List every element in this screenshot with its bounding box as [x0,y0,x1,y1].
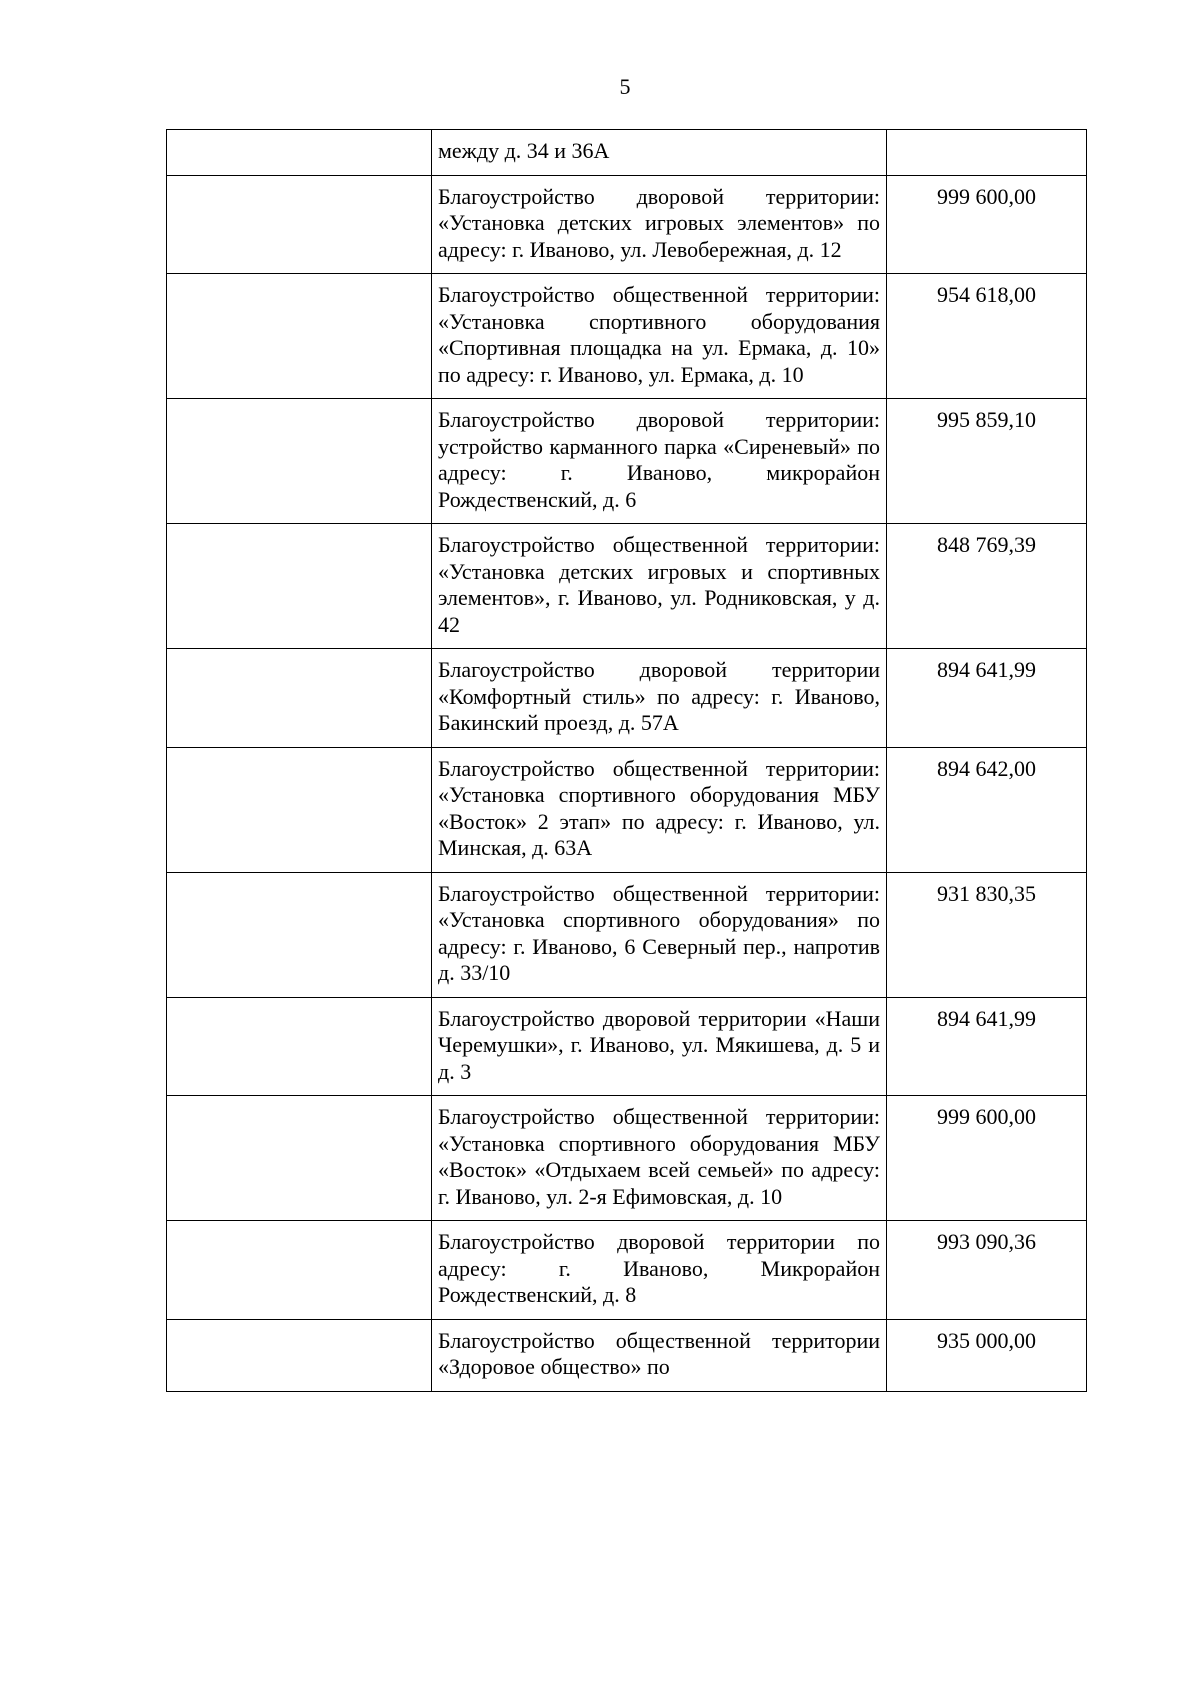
empty-cell [167,1221,432,1320]
projects-table [166,129,1087,1392]
project-amount: 954 618,00 [887,274,1087,399]
project-description: Благоустройство дворовой территории: устройство карманного парка «Сиреневый» по адресу: г. Иваново, микрорайон Рождественский, д. 6 [432,399,887,524]
table-row [167,747,1087,872]
table-row [167,524,1087,649]
empty-cell [167,175,432,274]
table-row [167,1319,1087,1391]
empty-cell [167,399,432,524]
project-description: Благоустройство дворовой территории по адресу: г. Иваново, Микрорайон Рождественский, д. 8 [432,1221,887,1320]
table-row [167,175,1087,274]
project-amount: 894 642,00 [887,747,1087,872]
table-row [167,274,1087,399]
project-description: Благоустройство общественной территории: «Установка спортивного оборудования МБУ «Восток» 2 этап» по адресу: г. Иваново, ул. Минская, д. 63А [432,747,887,872]
project-description: Благоустройство общественной территории: «Установка детских игровых и спортивных элементов», г. Иваново, ул. Родниковская, у д. 42 [432,524,887,649]
table-row [167,130,1087,176]
page-number: 5 [619,74,631,99]
project-amount: 999 600,00 [887,175,1087,274]
table-row [167,997,1087,1096]
project-description: между д. 34 и 36А [432,130,887,176]
project-amount: 995 859,10 [887,399,1087,524]
empty-cell [167,872,432,997]
project-amount [887,130,1087,176]
project-description: Благоустройство дворовой территории: «Установка детских игровых элементов» по адресу: г. Иваново, ул. Левобережная, д. 12 [432,175,887,274]
project-amount: 935 000,00 [887,1319,1087,1391]
empty-cell [167,1096,432,1221]
project-amount: 894 641,99 [887,649,1087,748]
empty-cell [167,747,432,872]
project-description: Благоустройство общественной территории «Здоровое общество» по [432,1319,887,1391]
empty-cell [167,649,432,748]
project-description: Благоустройство общественной территории: «Установка спортивного оборудования «Спортивная площадка на ул. Ермака, д. 10» по адресу: г. Иваново, ул. Ермака, д. 10 [432,274,887,399]
empty-cell [167,1319,432,1391]
project-description: Благоустройство общественной территории: «Установка спортивного оборудования» по адресу: г. Иваново, 6 Северный пер., напротив д. 33/10 [432,872,887,997]
table-row [167,649,1087,748]
empty-cell [167,274,432,399]
empty-cell [167,130,432,176]
empty-cell [167,524,432,649]
project-description: Благоустройство общественной территории: «Установка спортивного оборудования МБУ «Восток» «Отдыхаем всей семьей» по адресу: г. Иваново, ул. 2-я Ефимовская, д. 10 [432,1096,887,1221]
table-row [167,1096,1087,1221]
project-amount: 931 830,35 [887,872,1087,997]
project-amount: 999 600,00 [887,1096,1087,1221]
project-amount: 848 769,39 [887,524,1087,649]
project-description: Благоустройство дворовой территории «Комфортный стиль» по адресу: г. Иваново, Бакинский проезд, д. 57А [432,649,887,748]
project-amount: 894 641,99 [887,997,1087,1096]
table-row [167,872,1087,997]
table-row [167,399,1087,524]
project-amount: 993 090,36 [887,1221,1087,1320]
project-description: Благоустройство дворовой территории «Наши Черемушки», г. Иваново, ул. Мякишева, д. 5 и д. 3 [432,997,887,1096]
empty-cell [167,997,432,1096]
table-row [167,1221,1087,1320]
